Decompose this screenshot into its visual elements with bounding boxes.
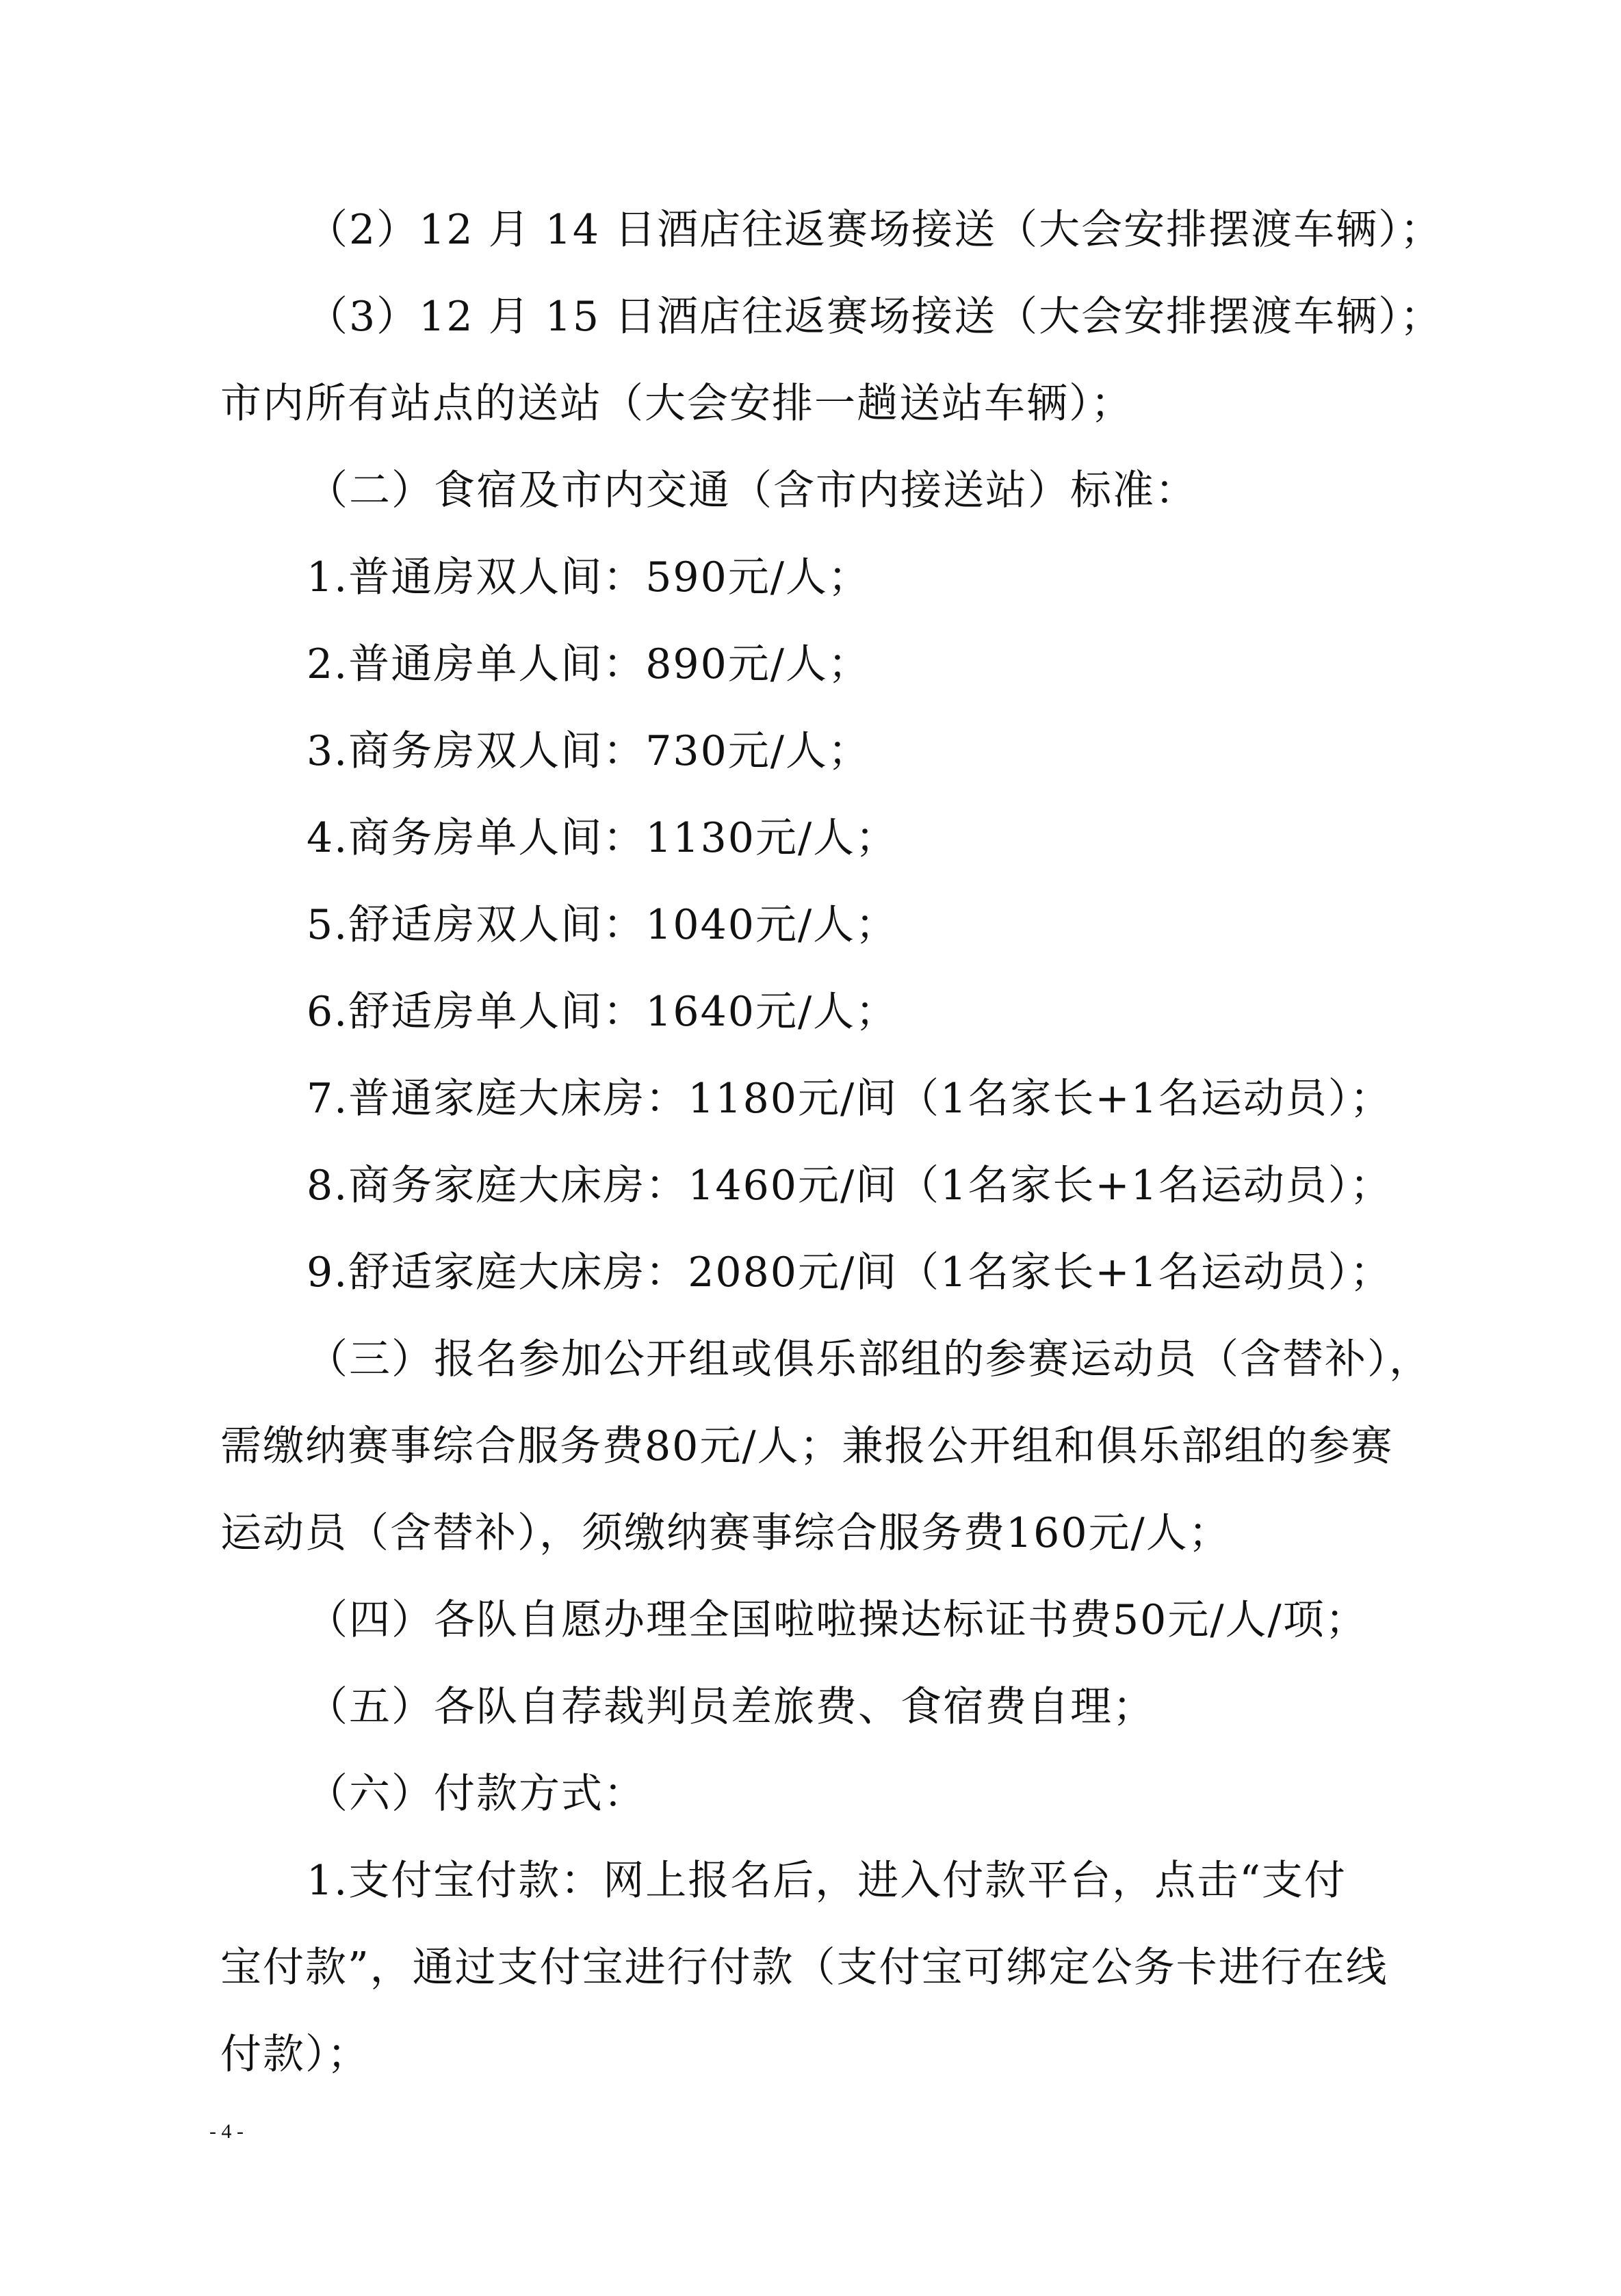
section-heading: （五）各队自荐裁判员差旅费、食宿费自理；: [307, 1683, 1155, 1731]
section-heading: （六）付款方式：: [307, 1770, 646, 1818]
list-item: 1.支付宝付款：网上报名后，进入付款平台，点击“支付: [307, 1857, 1347, 1905]
list-item: 4.商务房单人间：1130元/人；: [307, 814, 898, 862]
text-line: 需缴纳赛事综合服务费80元/人；兼报公开组和俱乐部组的参赛: [220, 1422, 1394, 1470]
text-line: （2）12 月 14 日酒店往返赛场接送（大会安排摆渡车辆）；: [307, 206, 1443, 254]
page-number: - 4 -: [209, 2120, 244, 2143]
list-item: 1.普通房双人间：590元/人；: [307, 553, 870, 601]
section-heading: （四）各队自愿办理全国啦啦操达标证书费50元/人/项；: [307, 1596, 1368, 1644]
text-line: （3）12 月 15 日酒店往返赛场接送（大会安排摆渡车辆）；: [307, 293, 1443, 341]
text-line: 付款）；: [220, 2031, 369, 2078]
text-line: 市内所有站点的送站（大会安排一趟送站车辆）；: [220, 380, 1133, 428]
list-item: 9.舒适家庭大床房：2080元/间（1名家长+1名运动员）；: [307, 1249, 1392, 1296]
text-line: 宝付款”，通过支付宝进行付款（支付宝可绑定公务卡进行在线: [220, 1944, 1388, 1992]
section-heading: （三）报名参加公开组或俱乐部组的参赛运动员（含替补），: [307, 1335, 1431, 1383]
section-heading: （二）食宿及市内交通（含市内接送站）标准：: [307, 467, 1197, 514]
list-item: 5.舒适房双人间：1040元/人；: [307, 901, 898, 949]
text-line: 运动员（含替补），须缴纳赛事综合服务费160元/人；: [220, 1509, 1231, 1557]
list-item: 8.商务家庭大床房：1460元/间（1名家长+1名运动员）；: [307, 1162, 1392, 1210]
list-item: 6.舒适房单人间：1640元/人；: [307, 988, 898, 1036]
list-item: 7.普通家庭大床房：1180元/间（1名家长+1名运动员）；: [307, 1075, 1392, 1123]
list-item: 3.商务房双人间：730元/人；: [307, 727, 870, 775]
list-item: 2.普通房单人间：890元/人；: [307, 640, 870, 688]
